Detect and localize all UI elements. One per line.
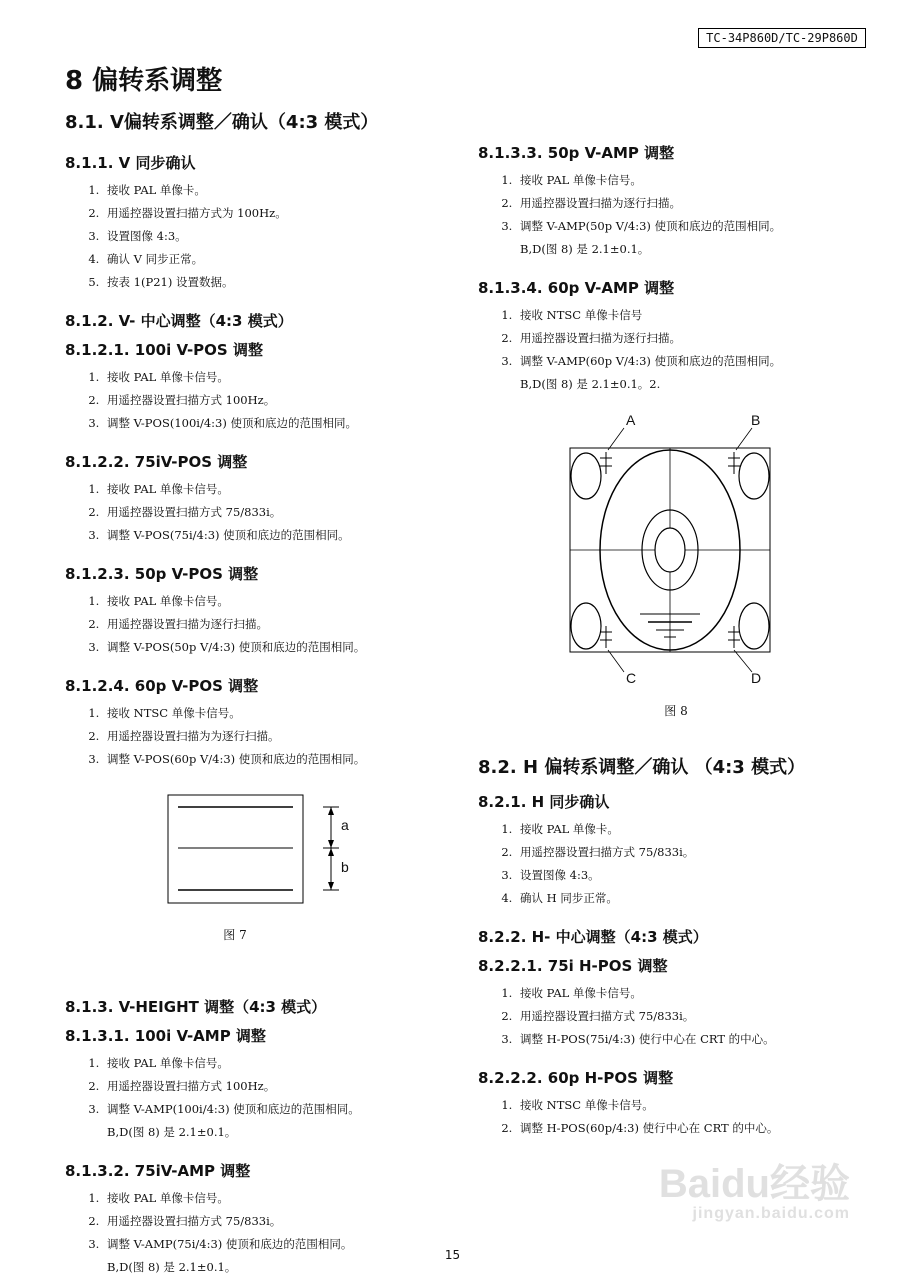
list-item: 4. 确认 V 同步正常。 — [103, 248, 465, 271]
section-8-1-3-4-list — [478, 304, 878, 396]
section-8-1-3-3-list — [478, 169, 878, 261]
list-item: 1. 接收 NTSC 单像卡信号。 — [516, 1094, 878, 1117]
figure-7-caption: 图 7 — [223, 928, 247, 942]
section-8-2-2-title: 8.2.2. H- 中心调整（4:3 模式） — [478, 928, 708, 946]
section-8-1-3-1-title: 8.1.3.1. 100i V-AMP 调整 — [65, 1027, 266, 1045]
figure-8-label-c: C — [626, 670, 637, 686]
section-8-1-3-4-title: 8.1.3.4. 60p V-AMP 调整 — [478, 279, 675, 297]
section-8-1-3-title: 8.1.3. V-HEIGHT 调整（4:3 模式） — [65, 998, 327, 1016]
section-8-2-title: 8.2. H 偏转系调整／确认 （4:3 模式） — [478, 757, 806, 778]
list-item: 2. 用遥控器设置扫描为逐行扫描。 — [516, 327, 878, 350]
figure-8-label-a: A — [626, 412, 636, 428]
list-item-note: B,D(图 8) 是 2.1±0.1。 — [107, 1125, 237, 1139]
list-item-text: 调整 V-AMP(60p V/4:3) 使顶和底边的范围相同。 — [520, 354, 782, 368]
list-item: 1. 接收 PAL 单像卡。 — [516, 818, 878, 841]
section-8-2-2-2-title: 8.2.2.2. 60p H-POS 调整 — [478, 1069, 674, 1087]
list-item: 2. 用遥控器设置扫描方式 100Hz。 — [103, 1075, 465, 1098]
list-item-note: B,D(图 8) 是 2.1±0.1。 — [520, 242, 650, 256]
list-item — [516, 215, 878, 261]
section-8-1-2-3-list — [65, 590, 465, 659]
section-8-1-2-3-title: 8.1.2.3. 50p V-POS 调整 — [65, 565, 259, 583]
list-item-note: B,D(图 8) 是 2.1±0.1。2. — [520, 377, 661, 391]
page-number: 15 — [444, 1248, 461, 1262]
section-8-1-2-4-title: 8.1.2.4. 60p V-POS 调整 — [65, 677, 259, 695]
list-item: 2. 用遥控器设置扫描为逐行扫描。 — [103, 613, 465, 636]
list-item: 2. 用遥控器设置扫描为逐行扫描。 — [516, 192, 878, 215]
section-8-1-1-title: 8.1.1. V 同步确认 — [65, 154, 196, 172]
list-item: 1. 接收 NTSC 单像卡信号。 — [103, 702, 465, 725]
section-8-1-2-2-title: 8.1.2.2. 75iV-POS 调整 — [65, 453, 248, 471]
list-item: 1. 接收 PAL 单像卡信号。 — [516, 169, 878, 192]
figure-8-diagram — [566, 414, 776, 674]
section-8-1-3-2-list — [65, 1187, 465, 1279]
list-item: 2. 用遥控器设置扫描方式 100Hz。 — [103, 389, 465, 412]
section-8-1-title: 8.1. V偏转系调整／确认（4:3 模式） — [65, 112, 379, 133]
watermark — [659, 1152, 850, 1223]
list-item: 1. 接收 PAL 单像卡信号。 — [103, 1052, 465, 1075]
list-item — [103, 1098, 465, 1144]
list-item: 2. 用遥控器设置扫描为为逐行扫描。 — [103, 725, 465, 748]
section-8-2-1-title: 8.2.1. H 同步确认 — [478, 793, 610, 811]
section-8-1-2-1-list — [65, 366, 465, 435]
list-item: 3. 调整 V-POS(75i/4:3) 使顶和底边的范围相同。 — [103, 524, 465, 547]
list-item-note: B,D(图 8) 是 2.1±0.1。 — [107, 1260, 237, 1274]
section-8-1-2-4-list — [65, 702, 465, 771]
list-item-text: 调整 V-AMP(50p V/4:3) 使顶和底边的范围相同。 — [520, 219, 782, 233]
section-8-2-2-1-list — [478, 982, 878, 1051]
section-8-1-2-2-list — [65, 478, 465, 547]
list-item: 3. 调整 V-POS(60p V/4:3) 使顶和底边的范围相同。 — [103, 748, 465, 771]
list-item: 2. 用遥控器设置扫描方式 75/833i。 — [516, 1005, 878, 1028]
list-item: 2. 用遥控器设置扫描方式 75/833i。 — [103, 1210, 465, 1233]
list-item: 1. 接收 PAL 单像卡信号。 — [103, 1187, 465, 1210]
list-item: 2. 用遥控器设置扫描方式 75/833i。 — [103, 501, 465, 524]
list-item: 2. 调整 H-POS(60p/4:3) 使行中心在 CRT 的中心。 — [516, 1117, 878, 1140]
figure-8 — [566, 414, 896, 719]
list-item: 3. 调整 V-POS(50p V/4:3) 使顶和底边的范围相同。 — [103, 636, 465, 659]
list-item: 4. 确认 H 同步正常。 — [516, 887, 878, 910]
list-item: 3. 设置图像 4:3。 — [103, 225, 465, 248]
section-8-2-2-2-list — [478, 1094, 878, 1140]
list-item: 1. 接收 PAL 单像卡信号。 — [516, 982, 878, 1005]
list-item-text: 调整 V-AMP(100i/4:3) 使顶和底边的范围相同。 — [107, 1102, 360, 1116]
section-8-1-2-title: 8.1.2. V- 中心调整（4:3 模式） — [65, 312, 293, 330]
figure-7-label-b: b — [341, 859, 349, 875]
list-item: 5. 按表 1(P21) 设置数据。 — [103, 271, 465, 294]
list-item: 3. 调整 H-POS(75i/4:3) 使行中心在 CRT 的中心。 — [516, 1028, 878, 1051]
figure-7-diagram — [65, 793, 465, 913]
section-8-1-3-3-title: 8.1.3.3. 50p V-AMP 调整 — [478, 144, 675, 162]
list-item: 1. 接收 PAL 单像卡信号。 — [103, 366, 465, 389]
figure-8-label-d: D — [751, 670, 762, 686]
list-item: 2. 用遥控器设置扫描方式 75/833i。 — [516, 841, 878, 864]
model-number-box: TC-34P860D/TC-29P860D — [698, 28, 866, 48]
list-item: 1. 接收 NTSC 单像卡信号 — [516, 304, 878, 327]
watermark-url: jingyan.baidu.com — [692, 1205, 850, 1222]
list-item — [516, 350, 878, 396]
figure-7-label-a: a — [341, 817, 349, 833]
list-item: 2. 用遥控器设置扫描方式为 100Hz。 — [103, 202, 465, 225]
figure-8-caption: 图 8 — [664, 704, 688, 718]
list-item: 1. 接收 PAL 单像卡信号。 — [103, 478, 465, 501]
section-8-1-3-1-list — [65, 1052, 465, 1144]
section-8-1-3-2-title: 8.1.3.2. 75iV-AMP 调整 — [65, 1162, 251, 1180]
chapter-title: 8 偏转系调整 — [65, 66, 223, 96]
watermark-logo-text: Baidu经验 — [658, 1162, 850, 1206]
list-item: 3. 设置图像 4:3。 — [516, 864, 878, 887]
right-column — [478, 128, 878, 1140]
list-item: 1. 接收 PAL 单像卡。 — [103, 179, 465, 202]
list-item: 1. 接收 PAL 单像卡信号。 — [103, 590, 465, 613]
section-8-2-1-list — [478, 818, 878, 910]
section-8-2-2-1-title: 8.2.2.1. 75i H-POS 调整 — [478, 957, 668, 975]
section-8-1-1-list — [65, 179, 465, 294]
figure-8-label-b: B — [751, 412, 761, 428]
section-8-1-2-1-title: 8.1.2.1. 100i V-POS 调整 — [65, 341, 263, 359]
list-item-text: 调整 V-AMP(75i/4:3) 使顶和底边的范围相同。 — [107, 1237, 353, 1251]
figure-7 — [65, 793, 465, 948]
left-column — [65, 108, 465, 1279]
list-item: 3. 调整 V-POS(100i/4:3) 使顶和底边的范围相同。 — [103, 412, 465, 435]
